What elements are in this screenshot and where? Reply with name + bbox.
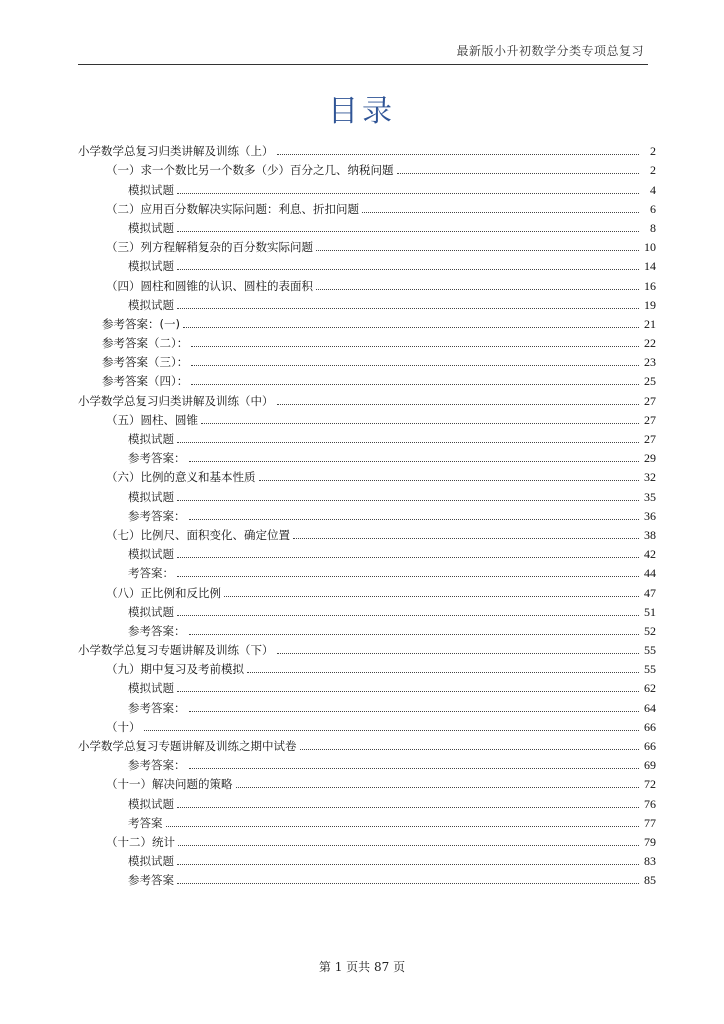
toc-entry-label: 参考答案： [128,700,186,715]
toc-entry-page-number: 10 [644,240,656,255]
toc-entry-label: 模拟试题 [128,854,174,869]
toc-entry-label: 模拟试题 [128,432,174,446]
header-title: 最新版小升初数学分类专项总复习 [456,44,644,58]
toc-entry-page-number: 79 [644,834,656,849]
toc-dot-leader [224,595,639,597]
toc-dot-leader [316,249,639,251]
toc-entry-page-number: 42 [644,547,656,562]
toc-entry-label: 参考答案： [128,508,186,523]
toc-entry-label: （八）正比例和反比例 [106,585,221,600]
toc-entry-label: 考答案 [128,815,163,830]
toc-entry-page-number: 29 [644,451,656,466]
toc-entry[interactable] [78,235,656,254]
toc-dot-leader [247,671,639,673]
toc-entry[interactable] [78,465,656,484]
toc-entry[interactable] [78,868,656,887]
toc-entry-page-number: 23 [644,355,656,370]
toc-entry[interactable] [78,523,656,542]
toc-entry[interactable] [78,484,656,503]
toc-dot-leader [177,690,639,692]
toc-dot-leader [259,479,640,481]
toc-dot-leader [300,748,640,750]
toc-entry-page-number: 44 [644,566,656,581]
toc-dot-leader [183,326,639,328]
toc-entry[interactable] [78,657,656,676]
toc-entry-page-number: 55 [644,643,656,658]
toc-entry-page-number: 85 [644,873,656,888]
toc-entry-label: 模拟试题 [128,796,174,811]
toc-entry-page-number: 27 [644,432,656,446]
toc-entry-label: 参考答案：(一) [102,316,180,331]
toc-entry-page-number: 51 [644,604,656,619]
toc-entry-label: 参考答案： [128,758,186,773]
toc-dot-leader [189,633,640,635]
toc-entry-label: 参考答案（三）： [102,355,189,370]
toc-dot-leader [362,211,639,213]
toc-dot-leader [189,767,640,769]
toc-dot-leader [277,403,640,405]
toc-entry[interactable] [78,139,656,158]
toc-entry[interactable] [78,542,656,561]
toc-entry[interactable] [78,350,656,369]
toc-dot-leader [177,614,639,616]
toc-entry-label: 参考答案： [128,623,186,638]
toc-entry-label: 小学数学总复习归类讲解及训练（上） [78,144,274,159]
toc-entry-page-number: 22 [644,336,656,351]
toc-entry[interactable] [78,216,656,235]
toc-entry-page-number: 66 [644,719,656,734]
toc-entry[interactable] [78,811,656,830]
toc-entry[interactable] [78,580,656,599]
toc-dot-leader [191,364,639,366]
toc-dot-leader [201,422,639,424]
toc-entry-label: （六）比例的意义和基本性质 [106,470,256,485]
toc-entry-label: 模拟试题 [128,604,174,619]
page-title: 目录 [328,94,396,129]
toc-dot-leader [177,441,639,443]
toc-entry-label: （十） [106,719,141,734]
toc-entry[interactable] [78,408,656,427]
toc-entry[interactable] [78,158,656,177]
toc-entry-page-number: 16 [644,278,656,293]
toc-entry-page-number: 76 [644,796,656,811]
toc-dot-leader [166,825,640,827]
toc-dot-leader [191,345,639,347]
toc-entry-page-number: 62 [644,681,656,696]
toc-dot-leader [177,192,639,194]
toc-entry-label: 模拟试题 [128,547,174,562]
toc-entry-page-number: 72 [644,777,656,792]
toc-dot-leader [177,575,639,577]
toc-entry-page-number: 36 [644,508,656,523]
toc-entry[interactable] [78,715,656,734]
toc-entry[interactable] [78,638,656,657]
toc-entry-label: （九）期中复习及考前模拟 [106,662,244,677]
toc-entry-page-number: 47 [644,585,656,600]
toc-entry[interactable] [78,695,656,714]
toc-entry-label: （一）求一个数比另一个数多（少）百分之几、纳税问题 [106,163,394,178]
toc-entry[interactable] [78,446,656,465]
toc-entry-label: （五）圆柱、圆锥 [106,412,198,427]
toc-entry-page-number: 69 [644,758,656,773]
toc-entry-label: （四）圆柱和圆锥的认识、圆柱的表面积 [106,278,313,293]
toc-entry-page-number: 2 [650,163,656,178]
toc-dot-leader [178,844,639,846]
toc-entry-label: 参考答案 [128,873,174,888]
toc-entry[interactable] [78,369,656,388]
toc-entry[interactable] [78,619,656,638]
toc-entry-label: 模拟试题 [128,489,174,504]
toc-dot-leader [293,537,639,539]
toc-dot-leader [189,518,640,520]
toc-entry-page-number: 21 [644,316,656,331]
toc-entry[interactable] [78,331,656,350]
toc-entry[interactable] [78,791,656,810]
toc-dot-leader [277,652,640,654]
table-of-contents [78,139,656,887]
toc-dot-leader [189,710,640,712]
toc-entry[interactable] [78,197,656,216]
toc-entry-label: 小学数学总复习归类讲解及训练（中） [78,393,274,408]
toc-entry-page-number: 25 [644,374,656,389]
toc-entry-page-number: 19 [644,297,656,312]
page-header [78,38,648,65]
toc-entry-page-number: 35 [644,489,656,504]
toc-dot-leader [177,882,639,884]
toc-dot-leader [144,729,640,731]
toc-dot-leader [191,383,639,385]
toc-entry[interactable] [78,734,656,753]
toc-entry-label: 参考答案： [128,451,186,466]
toc-entry[interactable] [78,830,656,849]
toc-entry-page-number: 4 [650,182,656,197]
toc-entry[interactable] [78,312,656,331]
toc-entry-label: 参考答案（二）： [102,336,189,351]
toc-entry-label: 模拟试题 [128,681,174,696]
toc-entry[interactable] [78,177,656,196]
toc-entry[interactable] [78,753,656,772]
toc-entry[interactable] [78,427,656,446]
toc-entry-label: 小学数学总复习专题讲解及训练（下） [78,643,274,658]
toc-entry-page-number: 83 [644,854,656,869]
toc-dot-leader [177,556,639,558]
toc-dot-leader [177,863,639,865]
toc-entry-page-number: 66 [644,739,656,753]
toc-entry[interactable] [78,676,656,695]
toc-dot-leader [316,288,639,290]
toc-dot-leader [397,172,640,174]
toc-entry-page-number: 64 [644,700,656,715]
toc-entry-label: （十二）统计 [106,834,175,849]
toc-dot-leader [177,499,639,501]
toc-entry-page-number: 8 [650,220,656,235]
toc-entry-label: 模拟试题 [128,297,174,312]
toc-entry-label: 小学数学总复习专题讲解及训练之期中试卷 [78,739,297,753]
toc-entry-page-number: 6 [650,201,656,216]
toc-dot-leader [177,268,639,270]
page-footer: 第 1 页共 87 页 [318,960,406,974]
toc-entry-label: 模拟试题 [128,259,174,274]
toc-dot-leader [177,806,639,808]
toc-entry-page-number: 38 [644,527,656,542]
toc-entry-label: 参考答案（四）： [102,374,189,389]
toc-dot-leader [177,307,639,309]
toc-entry-label: （七）比例尺、面积变化、确定位置 [106,527,290,542]
toc-dot-leader [236,786,640,788]
toc-entry-page-number: 2 [650,144,656,159]
toc-entry-page-number: 77 [644,815,656,830]
toc-entry-page-number: 14 [644,259,656,274]
toc-entry-page-number: 55 [644,662,656,677]
toc-entry-label: （十一）解决问题的策略 [106,777,233,792]
toc-entry-page-number: 32 [644,470,656,485]
toc-entry[interactable] [78,504,656,523]
toc-entry-label: 模拟试题 [128,220,174,235]
toc-entry-label: 考答案： [128,566,174,581]
toc-entry[interactable] [78,600,656,619]
toc-entry[interactable] [78,772,656,791]
toc-dot-leader [177,230,639,232]
toc-entry[interactable] [78,388,656,407]
toc-entry[interactable] [78,849,656,868]
toc-entry[interactable] [78,561,656,580]
toc-entry[interactable] [78,254,656,273]
toc-entry-label: （三）列方程解稍复杂的百分数实际问题 [106,240,313,255]
toc-entry-label: （二）应用百分数解决实际问题：利息、折扣问题 [106,201,359,216]
toc-dot-leader [277,153,640,155]
toc-entry[interactable] [78,273,656,292]
toc-entry-label: 模拟试题 [128,182,174,197]
toc-entry-page-number: 27 [644,412,656,427]
toc-entry-page-number: 27 [644,393,656,408]
toc-dot-leader [189,460,640,462]
toc-entry[interactable] [78,293,656,312]
toc-entry-page-number: 52 [644,623,656,638]
